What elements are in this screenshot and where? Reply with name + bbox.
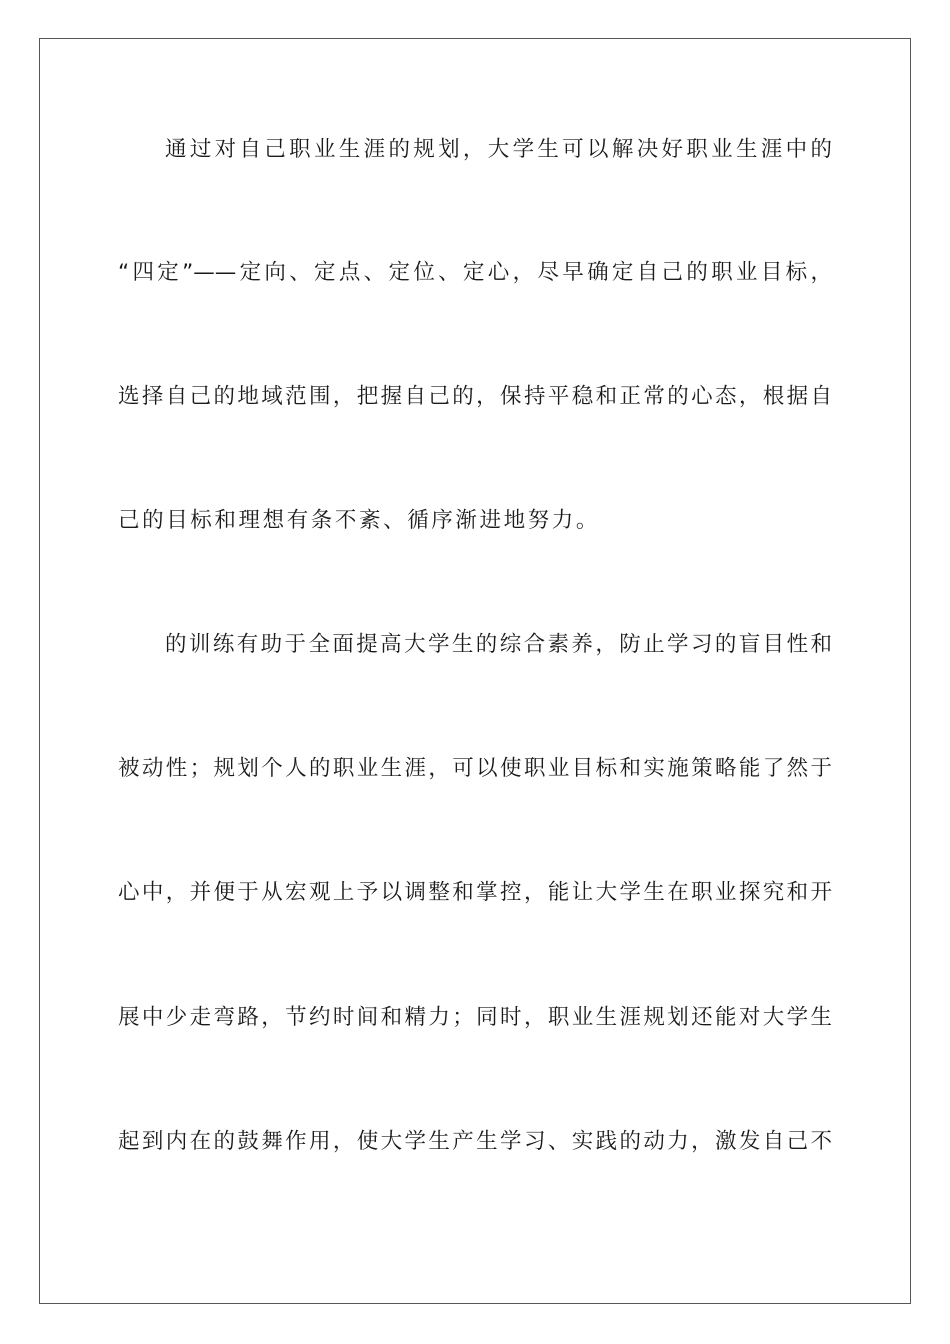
text-line: 起到内在的鼓舞作用，使大学生产生学习、实践的动力，激发自己不 <box>118 1129 832 1154</box>
text-line: 选择自己的地域范围，把握自己的，保持平稳和正常的心态，根据自 <box>118 384 832 409</box>
text-line: 的训练有助于全面提高大学生的综合素养，防止学习的盲目性和 <box>165 632 832 657</box>
text-line: 心中，并便于从宏观上予以调整和掌控，能让大学生在职业探究和开 <box>118 880 832 905</box>
text-line: 己的目标和理想有条不紊、循序渐进地努力。 <box>118 508 601 533</box>
text-line: “四定”——定向、定点、定位、定心，尽早确定自己的职业目标， <box>118 260 832 285</box>
text-line: 被动性；规划个人的职业生涯，可以使职业目标和实施策略能了然于 <box>118 756 832 781</box>
page-frame <box>39 38 911 1304</box>
text-line: 通过对自己职业生涯的规划，大学生可以解决好职业生涯中的 <box>165 137 832 162</box>
text-line: 展中少走弯路，节约时间和精力；同时，职业生涯规划还能对大学生 <box>118 1005 832 1030</box>
